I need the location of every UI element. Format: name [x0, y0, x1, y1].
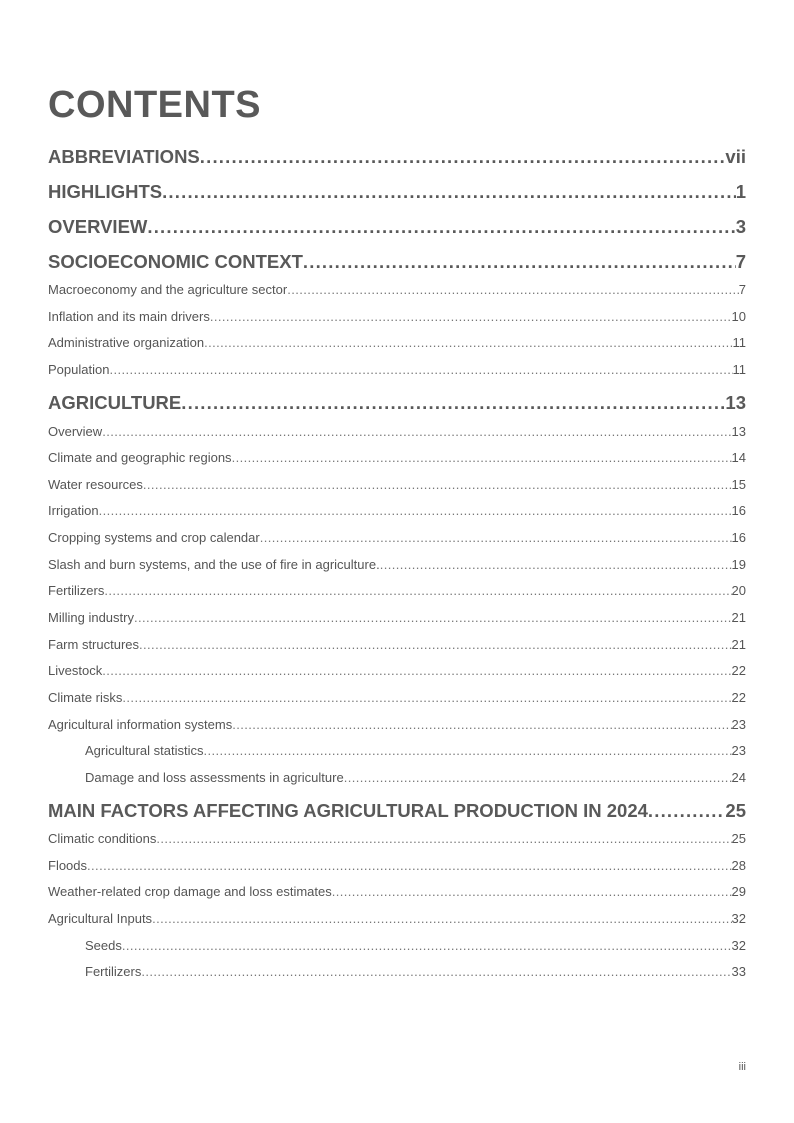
dot-leader — [344, 770, 732, 785]
toc-entry-highlights[interactable] — [48, 181, 746, 203]
toc-subsubentry[interactable] — [85, 743, 746, 758]
toc-page-number: 22 — [731, 663, 746, 678]
toc-page-number: 32 — [731, 911, 746, 926]
toc-page-number: 14 — [731, 450, 746, 465]
toc-page-number: 13 — [731, 424, 746, 439]
toc-page-number: 13 — [725, 392, 746, 413]
toc-subentry[interactable] — [48, 282, 746, 297]
toc-subentry[interactable] — [48, 610, 746, 625]
toc-entry-label: Climatic conditions — [48, 831, 157, 846]
toc-entry-main-factors[interactable] — [48, 800, 746, 822]
toc-entry-label: Agricultural information systems — [48, 717, 233, 732]
toc-page-number: 23 — [731, 717, 746, 732]
toc-entry-label: Overview — [48, 424, 103, 439]
dot-leader — [143, 477, 732, 492]
toc-page-number: 11 — [732, 335, 746, 350]
toc-subentry[interactable] — [48, 335, 746, 350]
toc-page-number: 3 — [735, 216, 746, 237]
toc-subentry[interactable] — [48, 530, 746, 545]
toc-page-number: 28 — [731, 858, 746, 873]
toc-subentry[interactable] — [48, 717, 746, 732]
toc-subsubentry[interactable] — [85, 938, 746, 953]
dot-leader — [139, 637, 732, 652]
toc-entry-label: Fertilizers — [85, 964, 142, 979]
toc-entry-label: Water resources — [48, 477, 143, 492]
toc-entry-label: Agricultural statistics — [85, 743, 204, 758]
toc-entry-label: MAIN FACTORS AFFECTING AGRICULTURAL PRODUCTION IN 2024 — [48, 800, 648, 821]
toc-subentry[interactable] — [48, 858, 746, 873]
toc-page-number: 25 — [731, 831, 746, 846]
dot-leader — [232, 717, 731, 732]
toc-entry-agriculture[interactable] — [48, 392, 746, 414]
toc-page-number: 7 — [735, 251, 746, 272]
toc-entry-label: AGRICULTURE — [48, 392, 182, 413]
dot-leader — [260, 530, 732, 545]
dot-leader — [210, 309, 732, 324]
table-of-contents — [48, 0, 746, 1000]
dot-leader — [156, 831, 731, 846]
toc-page-number: 32 — [731, 938, 746, 953]
dot-leader — [109, 362, 732, 377]
dot-leader — [287, 282, 739, 297]
toc-entry-label: SOCIOECONOMIC CONTEXT — [48, 251, 303, 272]
dot-leader — [134, 610, 732, 625]
toc-subentry[interactable] — [48, 831, 746, 846]
toc-subentry[interactable] — [48, 424, 746, 439]
dot-leader — [99, 503, 732, 518]
dot-leader — [200, 146, 726, 168]
toc-entry-label: Milling industry — [48, 610, 134, 625]
toc-subentry[interactable] — [48, 637, 746, 652]
toc-entry-label: Irrigation — [48, 503, 99, 518]
dot-leader — [648, 800, 726, 822]
toc-entry-label: Seeds — [85, 938, 122, 953]
toc-page-number: 1 — [735, 181, 746, 202]
toc-page-number: 7 — [738, 282, 746, 297]
toc-entry-label: Livestock — [48, 663, 103, 678]
dot-leader — [104, 583, 731, 598]
dot-leader — [152, 911, 731, 926]
toc-subentry[interactable] — [48, 557, 746, 572]
toc-entry-label: Weather-related crop damage and loss estimates — [48, 884, 332, 899]
toc-entry-label: Slash and burn systems, and the use of fire in agriculture. — [48, 557, 380, 572]
toc-subentry[interactable] — [48, 309, 746, 324]
toc-subentry[interactable] — [48, 884, 746, 899]
toc-page-number: 20 — [731, 583, 746, 598]
toc-page-number: 29 — [731, 884, 746, 899]
toc-entry-abbreviations[interactable] — [48, 146, 746, 168]
dot-leader — [303, 251, 736, 273]
toc-entry-label: Fertilizers — [48, 583, 105, 598]
toc-subentry[interactable] — [48, 911, 746, 926]
toc-subentry[interactable] — [48, 583, 746, 598]
toc-subsubentry[interactable] — [85, 770, 746, 785]
dot-leader — [122, 938, 732, 953]
toc-page-number: 22 — [731, 690, 746, 705]
toc-subentry[interactable] — [48, 477, 746, 492]
toc-page-number: 25 — [725, 800, 746, 821]
toc-subentry[interactable] — [48, 690, 746, 705]
page-title: CONTENTS — [48, 84, 261, 126]
toc-entry-label: Climate risks — [48, 690, 123, 705]
toc-entry-label: Administrative organization — [48, 335, 205, 350]
toc-page-number: 16 — [731, 530, 746, 545]
toc-entry-label: Farm structures — [48, 637, 140, 652]
toc-entry-label: OVERVIEW — [48, 216, 148, 237]
dot-leader — [232, 450, 732, 465]
toc-entry-label: HIGHLIGHTS — [48, 181, 163, 202]
dot-leader — [204, 335, 732, 350]
dot-leader — [141, 964, 731, 979]
toc-entry-label: Agricultural Inputs — [48, 911, 153, 926]
toc-subsubentry[interactable] — [85, 964, 746, 979]
toc-subentry[interactable] — [48, 663, 746, 678]
dot-leader — [203, 743, 731, 758]
dot-leader — [102, 424, 731, 439]
toc-subentry[interactable] — [48, 362, 746, 377]
toc-page-number: 24 — [731, 770, 746, 785]
dot-leader — [380, 557, 732, 572]
toc-page-number: 19 — [731, 557, 746, 572]
toc-page-number: 16 — [731, 503, 746, 518]
dot-leader — [102, 663, 731, 678]
toc-page-number: vii — [725, 146, 746, 167]
toc-subentry[interactable] — [48, 450, 746, 465]
dot-leader — [332, 884, 732, 899]
toc-entry-label: Damage and loss assessments in agriculture — [85, 770, 344, 785]
toc-entry-label: Macroeconomy and the agriculture sector — [48, 282, 288, 297]
toc-entry-label: Floods — [48, 858, 88, 873]
dot-leader — [181, 392, 725, 414]
dot-leader — [87, 858, 732, 873]
toc-page-number: 23 — [731, 743, 746, 758]
toc-entry-label: Inflation and its main drivers — [48, 309, 210, 324]
toc-entry-label: Population — [48, 362, 110, 377]
toc-page-number: 21 — [731, 610, 746, 625]
page-number: iii — [738, 1061, 746, 1073]
toc-page-number: 21 — [731, 637, 746, 652]
dot-leader — [147, 216, 735, 238]
toc-page-number: 33 — [731, 964, 746, 979]
toc-entry-label: Cropping systems and crop calendar — [48, 530, 260, 545]
toc-entry-overview[interactable] — [48, 216, 746, 238]
toc-page-number: 10 — [731, 309, 746, 324]
dot-leader — [162, 181, 736, 203]
toc-subentry[interactable] — [48, 503, 746, 518]
dot-leader — [122, 690, 731, 705]
toc-entry-label: ABBREVIATIONS — [48, 146, 200, 167]
toc-page-number: 11 — [732, 362, 746, 377]
toc-entry-label: Climate and geographic regions — [48, 450, 232, 465]
toc-entry-socioeconomic-context[interactable] — [48, 251, 746, 273]
toc-page-number: 15 — [731, 477, 746, 492]
